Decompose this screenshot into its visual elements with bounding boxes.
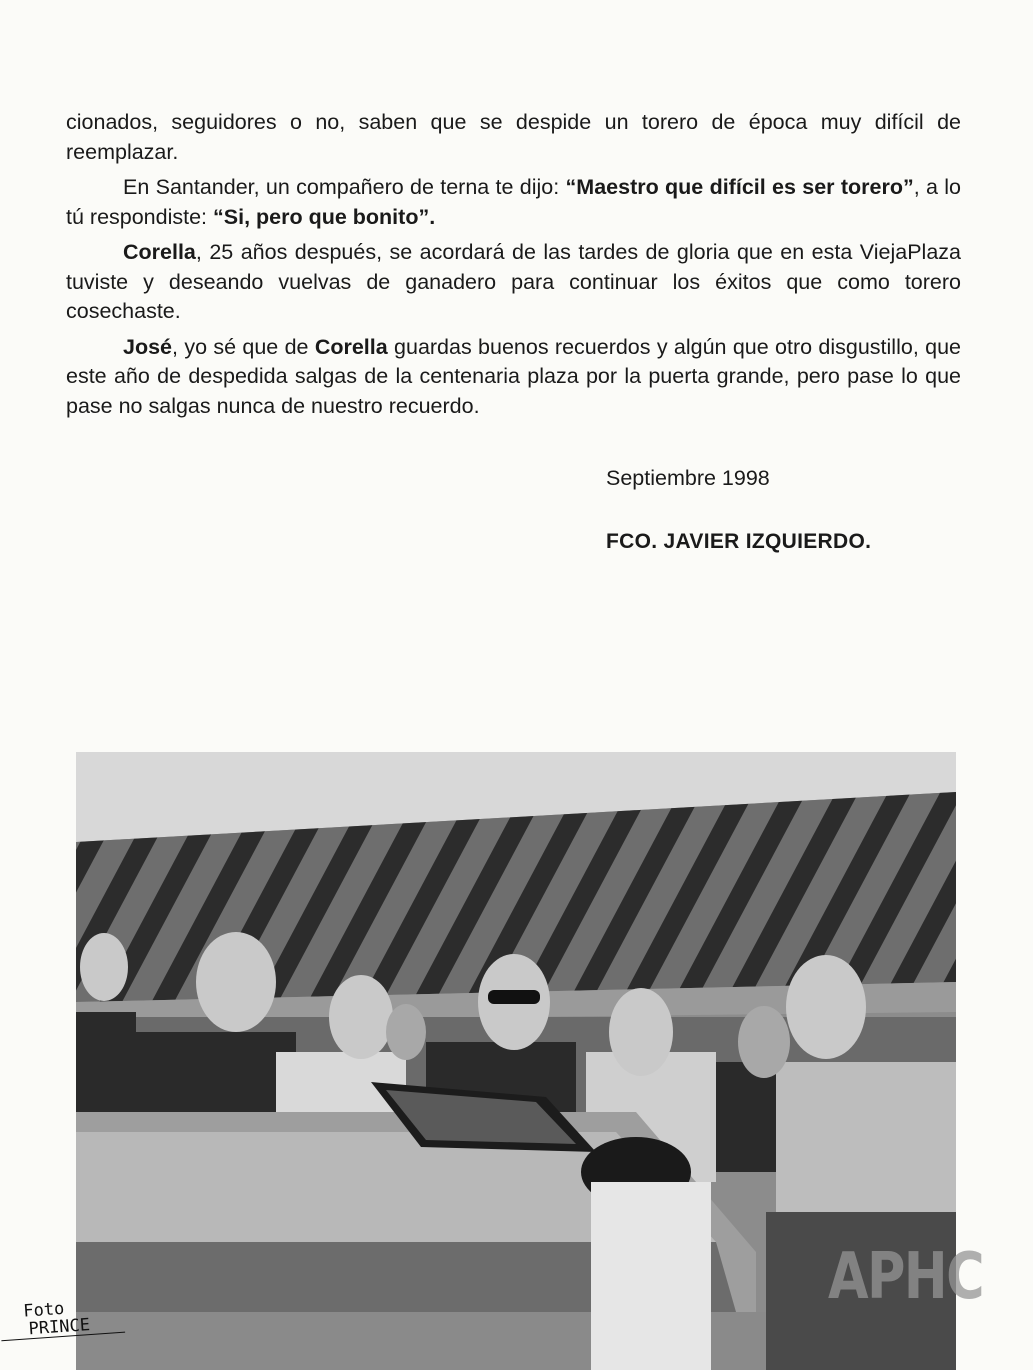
paragraph-2: En Santander, un compañero de terna te dijo: “Maestro que difícil es ser torero”, a lo tú respondiste: “Si, pero que bonito”.: [66, 175, 961, 229]
author-signature: FCO. JAVIER IZQUIERDO.: [606, 530, 872, 553]
paragraph-1: cionados, seguidores o no, saben que se despide un torero de época muy difícil de reemplazar.: [66, 110, 961, 164]
photo-credit: Foto PRINCE: [0, 1296, 125, 1342]
paragraph-3: Corella, 25 años después, se acordará de las tardes de gloria que en esta ViejaPlaza tuviste y deseando vuelvas de ganadero para continuar los éxitos que como torero cosechaste.: [66, 240, 961, 323]
bullring-photo: [76, 752, 956, 1370]
photo-illustration: [76, 752, 956, 1370]
quote-maestro: “Maestro que difícil es ser torero”: [565, 175, 914, 199]
aphc-watermark: APHC: [828, 1240, 983, 1314]
quote-bonito: “Si, pero que bonito”.: [213, 204, 436, 229]
closing-date: Septiembre 1998: [606, 466, 770, 490]
paragraph-4: José, yo sé que de Corella guardas buenos recuerdos y algún que otro disgustillo, que este año de despedida salgas de la centenaria plaza por la puerta grande, pero pase lo que pase no salgas nunca de nuestro recuerdo.: [66, 334, 961, 418]
article-text: [66, 108, 961, 427]
